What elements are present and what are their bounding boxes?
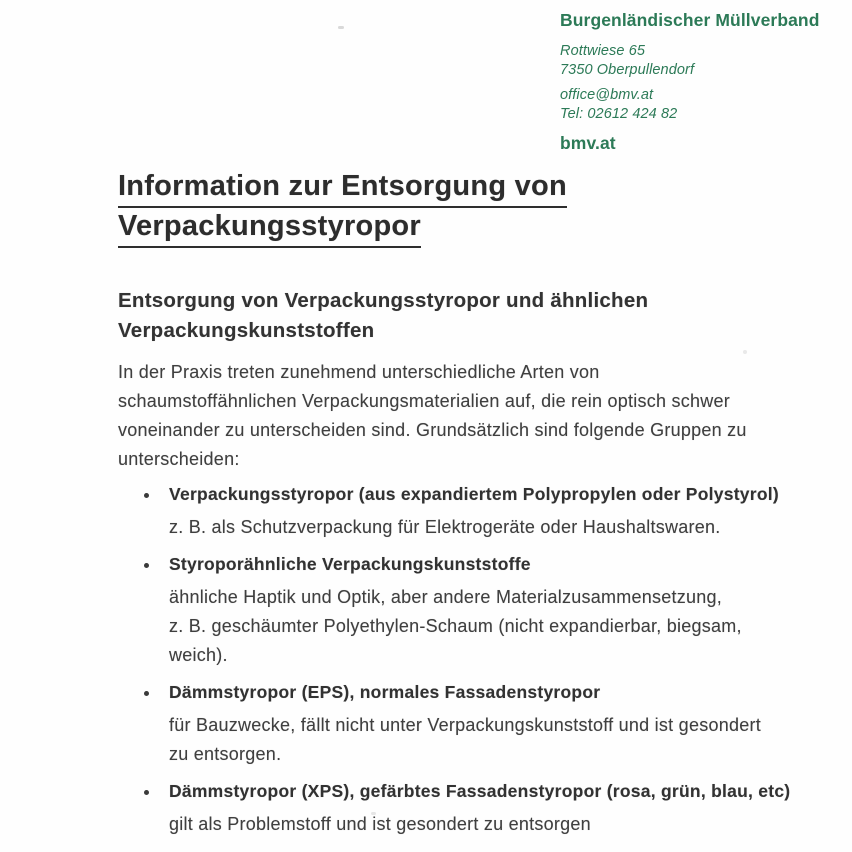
bullet-icon xyxy=(144,493,149,498)
text-line: weich). xyxy=(169,645,228,665)
list-item xyxy=(118,678,778,769)
address-line-city: 7350 Oberpullendorf xyxy=(560,61,695,78)
intro-paragraph xyxy=(118,358,778,474)
address-block xyxy=(560,42,830,79)
text-line: z. B. geschäumter Polyethylen-Schaum (nicht expandierbar, biegsam, xyxy=(169,616,742,636)
bullet-heading: Dämmstyropor (XPS), gefärbtes Fassadenstyropor (rosa, grün, blau, etc) xyxy=(169,781,791,801)
section-heading: Entsorgung von Verpackungsstyropor und ähnlichen Verpackungskunststoffen xyxy=(118,289,649,342)
bullet-heading: Verpackungsstyropor (aus expandiertem Polypropylen oder Polystyrol) xyxy=(169,484,779,504)
text-line: gilt als Problemstoff und ist gesondert zu entsorgen xyxy=(169,814,591,834)
scan-speck xyxy=(743,350,747,354)
text-line: für Bauzwecke, fällt nicht unter Verpackungskunststoff und ist gesondert xyxy=(169,715,761,735)
page-title-line-2: Verpackungsstyropor xyxy=(118,208,778,248)
bullet-content xyxy=(169,480,778,542)
letterhead xyxy=(560,9,830,154)
text-line: z. B. als Schutzverpackung für Elektrogeräte oder Haushaltswaren. xyxy=(169,517,721,537)
bullet-icon xyxy=(144,790,149,795)
bullet-heading: Styroporähnliche Verpackungskunststoffe xyxy=(169,554,531,574)
phone-text: Tel: 02612 424 82 xyxy=(560,105,678,122)
bullet-content xyxy=(169,550,778,670)
document-body xyxy=(118,168,791,847)
bullet-body xyxy=(169,711,778,769)
text-line: In der Praxis treten zunehmend unterschiedliche Arten von xyxy=(118,362,600,382)
page-title xyxy=(118,168,778,248)
text-line: zu entsorgen. xyxy=(169,744,282,764)
text-line: unterscheiden: xyxy=(118,449,240,469)
bullet-icon xyxy=(144,563,149,568)
bullet-body xyxy=(169,513,778,542)
email-text: office@bmv.at xyxy=(560,87,654,103)
scan-speck xyxy=(371,812,376,815)
list-item xyxy=(118,550,778,670)
website-text: bmv.at xyxy=(560,133,616,153)
text-line: ähnliche Haptik und Optik, aber andere Materialzusammensetzung, xyxy=(169,587,723,607)
text-line: schaumstoffähnlichen Verpackungsmaterialien auf, die rein optisch schwer xyxy=(118,391,730,411)
bullet-body xyxy=(169,583,778,670)
scan-speck xyxy=(338,26,344,29)
bullet-content xyxy=(169,678,778,769)
list-item xyxy=(118,777,791,839)
list-item xyxy=(118,480,778,542)
bullet-list xyxy=(118,480,791,839)
bullet-icon xyxy=(144,691,149,696)
page-title-line-1: Information zur Entsorgung von xyxy=(118,168,778,208)
org-name: Burgenländischer Müllverband xyxy=(560,10,820,30)
bullet-heading: Dämmstyropor (EPS), normales Fassadenstyropor xyxy=(169,682,601,702)
bullet-content xyxy=(169,777,791,839)
contact-block xyxy=(560,86,830,123)
address-line-street: Rottwiese 65 xyxy=(560,43,646,59)
text-line: voneinander zu unterscheiden sind. Grundsätzlich sind folgende Gruppen zu xyxy=(118,420,747,440)
bullet-body xyxy=(169,810,778,839)
